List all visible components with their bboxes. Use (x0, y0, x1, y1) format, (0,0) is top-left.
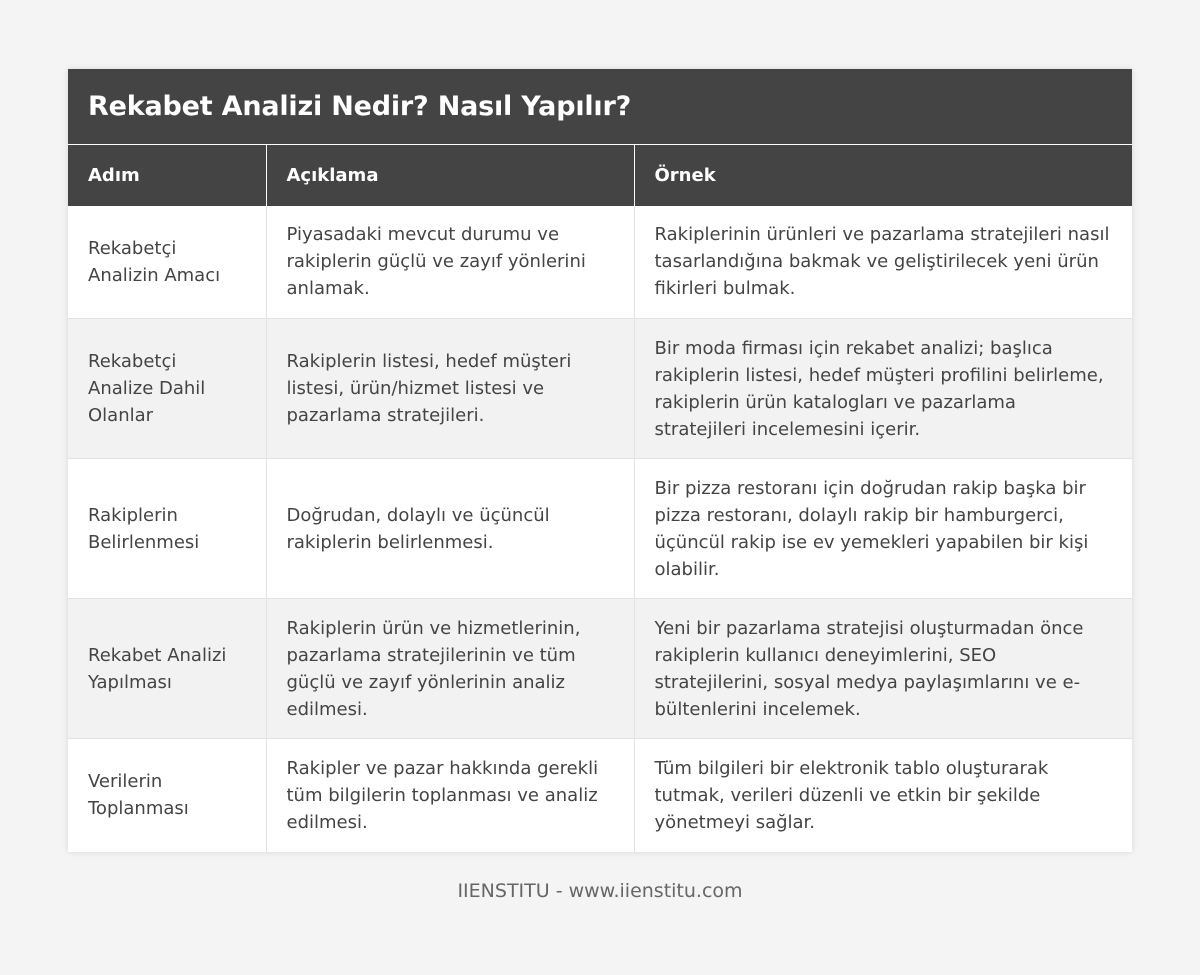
column-header-description: Açıklama (266, 145, 634, 206)
description-cell: Doğrudan, dolaylı ve üçüncül rakiplerin belirlenmesi. (266, 459, 634, 599)
example-cell: Rakiplerinin ürünleri ve pazarlama stratejileri nasıl tasarlandığına bakmak ve geliştirilecek yeni ürün fikirleri bulmak. (634, 206, 1132, 319)
table-body (68, 206, 1132, 852)
step-cell: Rakiplerin Belirlenmesi (68, 459, 266, 599)
example-cell: Tüm bilgileri bir elektronik tablo oluşturarak tutmak, verileri düzenli ve etkin bir şekilde yönetmeyi sağlar. (654, 757, 1049, 833)
footer-credit: IIENSTITU - www.iienstitu.com (457, 880, 743, 902)
step-cell: Rekabetçi Analizin Amacı (68, 206, 266, 319)
column-header-step: Adım (68, 145, 266, 206)
table-header (68, 145, 1132, 206)
example-cell: Yeni bir pazarlama stratejisi oluşturmadan önce rakiplerin kullanıcı deneyimlerini, SEO stratejilerini, sosyal medya paylaşımlarını ve e-bültenlerini incelemek. (634, 599, 1132, 739)
step-cell: Verilerin Toplanması (68, 739, 266, 852)
example-cell: Bir pizza restoranı için doğrudan rakip başka bir pizza restoranı, dolaylı rakip bir hamburgerci, üçüncül rakip ise ev yemekleri yapabilen bir kişi olabilir. (634, 459, 1132, 599)
analysis-table (68, 144, 1132, 852)
table-row (68, 206, 1132, 319)
table-row (68, 599, 1132, 739)
content-card (68, 69, 1132, 852)
table-row (68, 459, 1132, 599)
title-bar (68, 69, 1132, 144)
table-row (68, 739, 1132, 852)
page-title: Rekabet Analizi Nedir? Nasıl Yapılır? (88, 91, 632, 122)
table-row (68, 319, 1132, 459)
description-cell: Piyasadaki mevcut durumu ve rakiplerin güçlü ve zayıf yönlerini anlamak. (266, 206, 634, 319)
description-cell: Rakipler ve pazar hakkında gerekli tüm bilgilerin toplanması ve analiz edilmesi. (266, 739, 634, 852)
step-cell: Rekabet Analizi Yapılması (68, 599, 266, 739)
description-cell: Rakiplerin listesi, hedef müşteri listesi, ürün/hizmet listesi ve pazarlama stratejileri. (266, 319, 634, 459)
header-row (68, 145, 1132, 206)
step-cell: Rekabetçi Analize Dahil Olanlar (68, 319, 266, 459)
description-cell: Rakiplerin ürün ve hizmetlerinin, pazarlama stratejilerinin ve tüm güçlü ve zayıf yönlerinin analiz edilmesi. (266, 599, 634, 739)
column-header-example: Örnek (634, 145, 1132, 206)
example-cell: Bir moda firması için rekabet analizi; başlıca rakiplerin listesi, hedef müşteri profilini belirleme, rakiplerin ürün katalogları ve pazarlama stratejileri incelemesini içerir. (634, 319, 1132, 459)
